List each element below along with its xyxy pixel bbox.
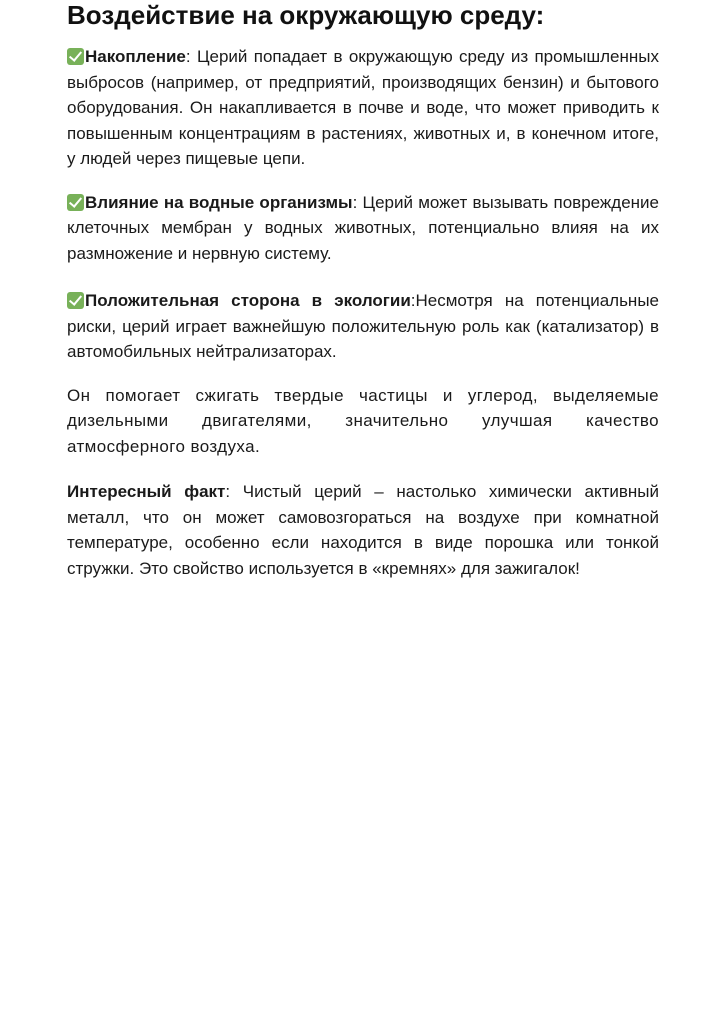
page-title: Воздействие на окружающую среду: [67, 0, 545, 30]
check-mark-icon [67, 194, 84, 211]
fact-text: : Чистый церий – настолько химически активный металл, что он может самовозгораться на воздухе при комнатной температуре, особенно если находится в виде порошка или тонкой стружки. Это свойство используется в «кремнях» для зажигалок! [67, 482, 659, 578]
section-text: :Несмотря на потенциальные риски, церий играет важнейшую положительную роль как (катализатор) в автомобильных нейтрализаторах. [67, 291, 659, 361]
section-text: : Церий может вызывать повреждение клеточных мембран у водных животных, потенциально влияя на их размножение и нервную систему. [67, 192, 659, 263]
section-positive-side [67, 288, 659, 365]
section-aquatic-impact [67, 190, 659, 267]
check-mark-icon [67, 292, 84, 309]
section-accumulation [67, 44, 659, 172]
followup-paragraph: Он помогает сжигать твердые частицы и углерод, выделяемые дизельными двигателями, значительно улучшая качество атмосферного воздуха. [67, 385, 659, 456]
interesting-fact [67, 479, 659, 581]
section-text: : Церий попадает в окружающую среду из промышленных выбросов (например, от предприятий, производящих бензин) и бытового оборудования. Он накапливается в почве и воде, что может приводить к повышенным концентрациям в растениях, животных и, в конечном итоге, у людей через пищевые цепи. [67, 47, 659, 168]
fact-heading: Интересный факт [67, 482, 226, 501]
document-page [67, 0, 659, 581]
section-heading: Влияние на водные организмы [85, 192, 353, 212]
check-mark-icon [67, 48, 84, 65]
section-heading: Накопление [85, 47, 186, 66]
section-heading: Положительная сторона в экологии [85, 291, 411, 310]
